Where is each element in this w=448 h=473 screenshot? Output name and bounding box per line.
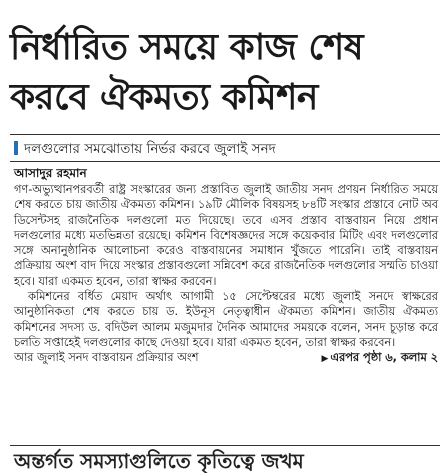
article-body [14, 182, 438, 368]
byline: আসাদুর রহমান [14, 166, 87, 180]
last-line-text: আর জুলাই সনদ বাস্তবায়ন প্রক্রিয়ার অংশ [14, 351, 199, 365]
paragraph-2: কমিশনের বর্ধিত মেয়াদ অর্থাৎ আগামী ১৫ সেপ্টেম্বরের মধ্যে জুলাই সনদে স্বাক্ষরের আনুষ্ঠানিকতা শেষ করতে চায় ড. ইউনূস নেতৃত্বাধীন ঐকমত্য কমিশন। জাতীয় ঐকমত্য কমিশনের সদস্য ড. বদিউল আলম মজুমদার দৈনিক আমাদের সময়কে বলেন, সনদ চূড়ান্ত করে চলতি সপ্তাহেই দলগুলোর কাছে দেওয়া হবে। যারা একমত হবেন, তারা স্বাক্ষর করবেন। [14, 290, 438, 349]
continue-arrow-icon: ▶ [321, 354, 329, 365]
subheadline [14, 140, 440, 158]
paragraph-1: গণ-অভ্যুত্থানপরবর্তী রাষ্ট্র সংস্কারের জন্য প্রস্তাবিত জুলাই জাতীয় সনদ প্রণয়ন নির্ধারিত সময়ে শেষ করতে চায় জাতীয় ঐকমত্য কমিশন। ১৯টি মৌলিক বিষয়সহ ৮৪টি সংস্কার প্রস্তাবে নোট অব ডিসেন্টসহ রাজনৈতিক দলগুলো মত দিয়েছে। তবে এসব প্রস্তাব বাস্তবায়ন নিয়ে প্রধান দলগুলোর মধ্যে মতভিন্নতা রয়েছে। কমিশন বিশেষজ্ঞদের সঙ্গে কয়েকবার মিটিং এবং দলগুলোর সঙ্গে অনানুষ্ঠানিক আলোচনা করেও বাস্তবায়নের সমাধান খুঁজতে পারেনি। তাই বাস্তবায়ন প্রক্রিয়ায় অংশ বাদ দিয়ে সংস্কার প্রস্তাবগুলো সন্নিবেশ করে রাজনৈতিক দলগুলোর সম্মতি চাওয়া হবে। যারা একমত হবেন, তারা স্বাক্ষর করবেন। [14, 183, 438, 288]
headline-rule [10, 134, 440, 135]
next-article-headline: অন্তর্গত সমস্যাগুলিতে কৃতিত্বে জখম [14, 449, 304, 473]
subheadline-bar [14, 141, 18, 155]
continued-note [322, 350, 439, 367]
subheadline-text: দলগুলোর সমঝোতায় নির্ভর করবে জুলাই সনদ [24, 141, 276, 157]
headline [10, 22, 440, 122]
last-line-row [14, 350, 438, 367]
continued-text: এরপর পৃষ্ঠা ৬, কলাম ২ [330, 351, 438, 365]
subheadline-rule [10, 161, 440, 162]
headline-line-1: নির্ধারিত সময়ে কাজ শেষ [10, 26, 364, 68]
bottom-rule [10, 445, 440, 446]
headline-line-2: করবে ঐকমত্য কমিশন [10, 76, 318, 118]
